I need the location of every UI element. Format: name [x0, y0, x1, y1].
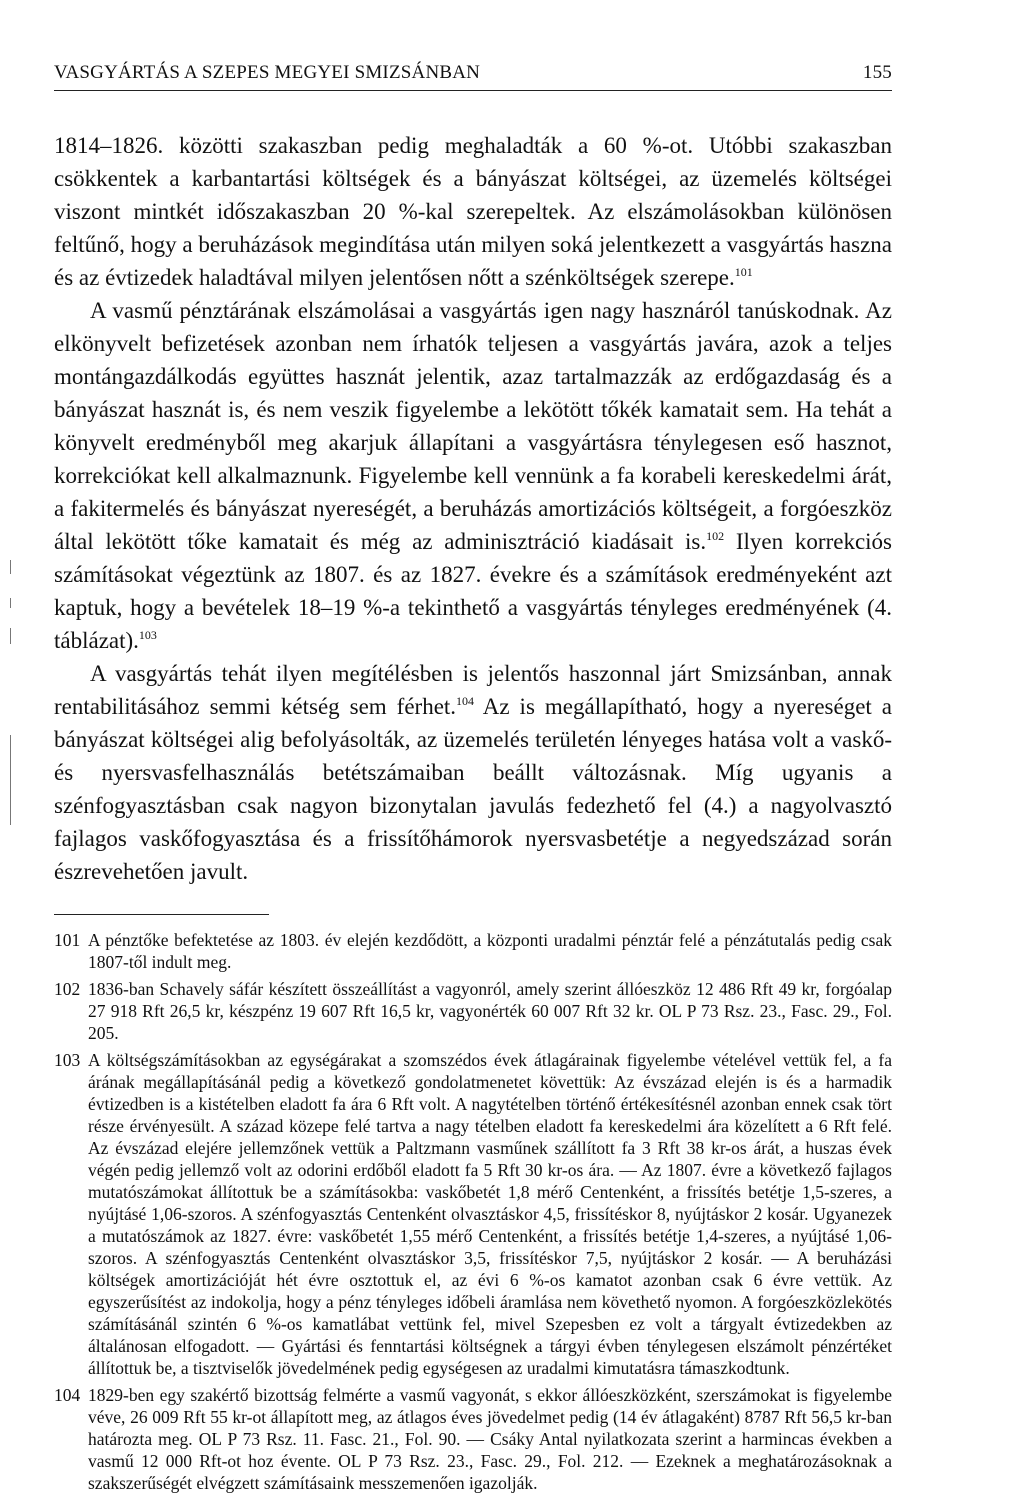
footnote-104: [54, 1384, 892, 1494]
footnote-ref-103[interactable]: 103: [138, 628, 157, 642]
footnote-number: 102: [54, 979, 81, 999]
paragraph-3-text-a: A vasgyártás tehát ilyen megítélésben is jelentős haszonnal járt Smizsánban, annak rentabilitásához semmi kétség sem férhet.: [54, 661, 892, 719]
footnote-number: 104: [54, 1385, 81, 1405]
footnote-103: [54, 1049, 892, 1379]
footnote-ref-101[interactable]: 101: [734, 265, 753, 279]
footnote-divider: [54, 914, 269, 915]
footnotes: [54, 929, 892, 1494]
footnote-text: 1829-ben egy szakértő bizottság felmérte a vasmű vagyonát, s ekkor állóeszközként, szerszámokat is figyelembe véve, 26 009 Rft 55 kr-ot állapított meg, az átlagos éves jövedelmet pedig (14 év átlagaként) 8787 Rft 56,5 kr-ban határozta meg. OL P 73 Rsz. 11. Fasc. 21., Fol. 90. — Csáky Antal nyilatkozata szerint a harmincas években a vasmű 12 000 Rft-ot hoz évente. OL P 73 Rsz. 23., Fasc. 29., Fol. 212. — Ezeknek a meghatározásoknak a szakszerűségét elvégzett számításaink messzemenően igazolják.: [88, 1385, 892, 1493]
body-text: [54, 129, 892, 888]
footnote-ref-102[interactable]: 102: [706, 529, 725, 543]
scan-margin-mark: [10, 735, 11, 825]
scan-margin-mark: [10, 628, 11, 644]
paragraph-2: [54, 294, 892, 657]
footnote-number: 101: [54, 930, 81, 950]
footnote-number: 103: [54, 1050, 81, 1070]
footnote-ref-104[interactable]: 104: [456, 694, 475, 708]
footnote-101: [54, 929, 892, 973]
page-number: 155: [862, 62, 892, 83]
paragraph-1: [54, 129, 892, 294]
document-page: [54, 62, 892, 1499]
paragraph-2-text-b: Ilyen korrekciós számításokat végeztünk az 1807. és az 1827. évekre és a számítások eredményeként azt kaptuk, hogy a bevételek 18–19 %-a tekinthető a vasgyártás tényleges eredményének (4. táblázat).: [54, 529, 892, 653]
running-header: [54, 62, 892, 91]
footnote-text: A költségszámításokban az egységárakat a szomszédos évek átlagárainak figyelembe vételével vettük fel, a fa árának megállapításánál pedig a következő gondolatmenetet követtük: Az évszázad elején is és a harmadik évtizedben is a kistételben eladott fa ára 6 Rft volt. A nagytételben történő értékesítésnél azonban ennek csak tört része érvényesült. A század közepe felé tartva a nagy tételben eladott fa kereskedelmi ára közelített a 6 Rft felé. Az évszázad elejére jellemzőnek vettük a Paltzmann vasműnek szállított fa 3 Rft 38 kr-os árát, a huszas évek végén pedig jellemző volt az odorini erdőből eladott fa 5 Rft 30 kr-os ára. — Az 1807. évre a következő fajlagos mutatószámokat állítottuk be a számításokba: vaskőbetét 1,8 mérő Centenként, a frissítés betétje 1,5-szeres, a nyújtásé 1,06-szoros. A szénfogyasztás Centenként olvasztáskor 4,5, frissítéskor 8, nyújtáskor 2 kosár. Ugyanezek a mutatószámok az 1827. évre: vaskőbetét 1,55 mérő Centenként, a frissítés betétje 1,4-szeres, a nyújtásé 1,06-szoros. A szénfogyasztás Centenként olvasztáskor 3,5, frissítéskor 7,5, nyújtáskor 2 kosár. — A beruházási költségek amortizációját hét évre osztottuk el, az évi 6 %-os kamatot azonban csak 6 évre vettük. Az egyszerűsítést az indokolja, hogy a pénz tényleges időbeli áramlása nem követhető nyomon. A forgóeszközlekötés számításánál szintén 6 %-os kamatlábat vettünk fel, mivel Szepesben ez volt a tárgyalt évtizedekben az általánosan elfogadott. — Gyártási és fenntartási költségnek a tárgyi évben ténylegesen elszámolt pénzértéket állítottuk be, a tisztviselők jövedelmének pedig egységesen az uradalmi kimutatásra támaszkodtunk.: [88, 1050, 892, 1378]
footnote-text: A pénztőke befektetése az 1803. év elején kezdődött, a központi uradalmi pénztár felé a pénzátutalás pedig csak 1807-től indult meg.: [88, 930, 892, 972]
footnote-text: 1836-ban Schavely sáfár készített összeállítást a vagyonról, amely szerint állóeszköz 12 486 Rft 49 kr, forgóalap 27 918 Rft 26,5 kr, készpénz 19 607 Rft 16,5 kr, vagyonérték 60 007 Rft 32 kr. OL P 73 Rsz. 23., Fasc. 29., Fol. 205.: [88, 979, 892, 1043]
running-title: VASGYÁRTÁS A SZEPES MEGYEI SMIZSÁNBAN: [54, 62, 481, 83]
paragraph-3-text-b: Az is megállapítható, hogy a nyereséget a bányászat költségei alig befolyásolták, az üzemelés területén lényeges hatása volt a vaskő- és nyersvasfelhasználás betétszámaiban beállt változásnak. Míg ugyanis a szénfogyasztásban csak nagyon bizonytalan javulás fedezhető fel (4.) a nagyolvasztó fajlagos vaskőfogyasztása és a frissítőhámorok nyersvasbetétje a negyedszázad során észrevehetően javult.: [54, 694, 892, 884]
paragraph-2-text-a: A vasmű pénztárának elszámolásai a vasgyártás igen nagy hasznáról tanúskodnak. Az elkönyvelt befizetések azonban nem írhatók teljesen a vasgyártás javára, azok a teljes montángazdálkodás együttes hasznát jelentik, azaz tartalmazzák az erdőgazdaság és a bányászat hasznát is, és nem veszik figyelembe a lekötött tőkék kamatait sem. Ha tehát a könyvelt eredményből meg akarjuk állapítani a vasgyártásra ténylegesen eső hasznot, korrekciókat kell alkalmaznunk. Figyelembe kell vennünk a fa korabeli kereskedelmi árát, a fakitermelés és bányászat nyereségét, a beruházás amortizációs költségeit, a forgóeszköz által lekötött tőke kamatait és még az adminisztráció kiadásait is.: [54, 298, 892, 554]
scan-margin-mark: [10, 560, 11, 574]
scan-margin-mark: [10, 598, 11, 608]
paragraph-1-text: 1814–1826. közötti szakaszban pedig meghaladták a 60 %-ot. Utóbbi szakaszban csökkentek a karbantartási költségek és a bányászat költségei, az üzemelés költségei viszont mintkét időszakaszban 20 %-kal szerepeltek. Az elszámolásokban különösen feltűnő, hogy a beruházások megindítása után milyen soká jelentkezett a vasgyártás haszna és az évtizedek haladtával milyen jelentősen nőtt a szénköltségek szerepe.: [54, 133, 892, 290]
paragraph-3: [54, 657, 892, 888]
footnote-102: [54, 978, 892, 1044]
